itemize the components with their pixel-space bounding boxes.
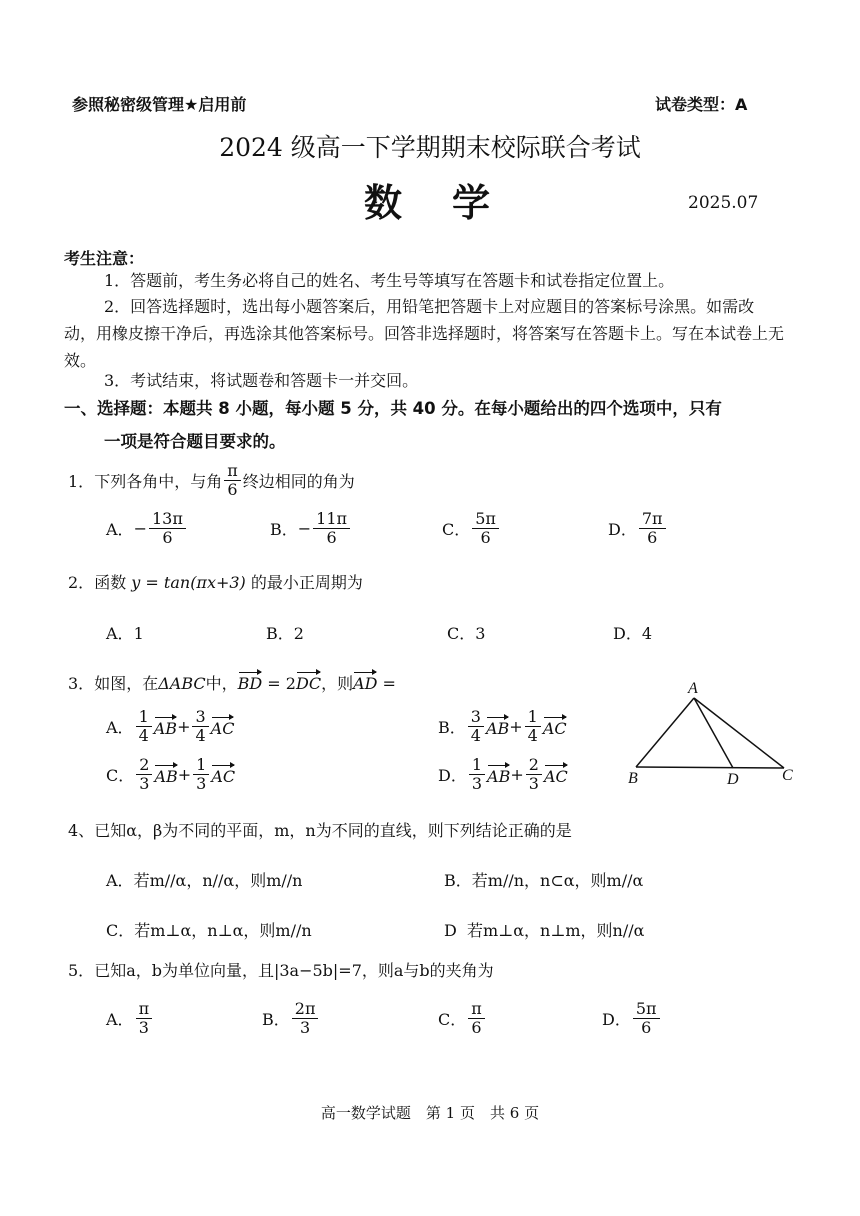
option-label: C． xyxy=(106,921,135,940)
option-label: C． xyxy=(438,1009,467,1029)
equals: = xyxy=(377,674,396,693)
coefficient-fraction xyxy=(136,708,152,744)
option-label: A． xyxy=(106,624,134,643)
q1-option-a[interactable] xyxy=(106,510,188,546)
vector-ac: AC xyxy=(544,763,568,786)
coefficient-fraction xyxy=(469,756,485,792)
q2-option-d[interactable] xyxy=(613,621,652,644)
fraction-numerator: 11π xyxy=(313,510,350,529)
vector-ac: AC xyxy=(543,715,567,738)
q1-option-d[interactable] xyxy=(608,510,668,546)
option-sign: − xyxy=(133,518,147,538)
vector-ad: AD xyxy=(353,670,377,693)
triangle-figure xyxy=(620,676,810,792)
option-label: A． xyxy=(106,1009,134,1029)
fraction-numerator: π xyxy=(224,462,241,481)
option-value: 3 xyxy=(475,624,486,643)
page-footer: 高一数学试题 第 1 页 共 6 页 xyxy=(320,1104,540,1122)
fraction-denominator: 3 xyxy=(300,1017,311,1037)
section-heading-line1: 一、选择题：本题共 8 小题，每小题 5 分，共 40 分。在每小题给出的四个选项中，只有 xyxy=(64,399,722,418)
notice-item-3: 3．考试结束，将试题卷和答题卡一并交回。 xyxy=(104,371,419,390)
option-value: 2 xyxy=(293,624,304,643)
fraction-numerator: π xyxy=(468,1000,485,1019)
fraction-denominator: 6 xyxy=(162,527,173,547)
fraction-denominator: 4 xyxy=(138,725,149,745)
option-fraction xyxy=(472,510,499,546)
fraction-numerator: 3 xyxy=(192,708,208,727)
exam-title: 2024 级高一下学期期末校际联合考试 xyxy=(219,133,641,162)
coefficient-fraction xyxy=(525,708,541,744)
side-ab xyxy=(636,698,694,767)
q4-option-d[interactable] xyxy=(444,918,644,941)
plus-sign: + xyxy=(510,764,524,784)
q4-option-a[interactable] xyxy=(106,868,302,891)
q1-option-c[interactable] xyxy=(442,510,501,546)
vertex-label-b: B xyxy=(628,770,638,787)
fraction-numerator: 2 xyxy=(526,756,542,775)
fraction-numerator: 7π xyxy=(639,510,666,529)
coefficient-fraction xyxy=(193,756,209,792)
option-label: D xyxy=(444,921,457,940)
option-label: B． xyxy=(270,519,298,539)
option-fraction xyxy=(149,510,186,546)
option-fraction xyxy=(633,1000,660,1036)
question-text: 函数 xyxy=(94,573,127,592)
option-label: D． xyxy=(438,765,467,785)
q2-option-c[interactable] xyxy=(447,621,485,644)
option-label: B． xyxy=(438,717,466,737)
fraction-numerator: 1 xyxy=(525,708,541,727)
question-text: 如图，在 xyxy=(94,674,159,693)
question-3-stem xyxy=(68,670,396,694)
notice-heading: 考生注意： xyxy=(64,249,145,268)
confidential-label: 参照秘密级管理★启用前 xyxy=(72,95,247,114)
q3-option-a[interactable] xyxy=(106,708,234,744)
vector-dc: DC xyxy=(296,670,321,693)
option-label: B． xyxy=(444,871,472,890)
fraction-denominator: 6 xyxy=(647,527,658,547)
question-text: ，则 xyxy=(321,674,354,693)
fraction-denominator: 3 xyxy=(139,773,150,793)
fraction-denominator: 3 xyxy=(471,773,483,793)
question-number: 2． xyxy=(68,573,95,592)
question-text: 下列各角中，与角 xyxy=(94,471,223,491)
question-number: 4、 xyxy=(68,821,95,840)
triangle-label: ΔABC xyxy=(158,674,206,693)
fraction-denominator: 6 xyxy=(641,1017,652,1037)
option-label: B． xyxy=(266,624,294,643)
question-2-stem xyxy=(68,570,363,593)
q2-option-b[interactable] xyxy=(266,621,304,644)
equals: = 2 xyxy=(262,674,296,693)
option-text: 若m//α，n//α，则m//n xyxy=(133,871,303,890)
plus-sign: + xyxy=(177,716,191,736)
q5-option-c[interactable] xyxy=(438,1000,487,1036)
vector-bd: BD xyxy=(238,670,263,693)
fraction-denominator: 3 xyxy=(196,773,207,793)
vector-ac: AC xyxy=(211,715,235,738)
segment-ad xyxy=(694,698,733,768)
vector-ab: AB xyxy=(154,763,177,786)
option-fraction xyxy=(468,1000,485,1036)
vertex-label-c: C xyxy=(782,767,793,784)
fraction-denominator: 4 xyxy=(527,725,538,745)
plus-sign: + xyxy=(509,716,523,736)
question-4-stem xyxy=(68,818,572,841)
section-heading-line2: 一项是符合题目要求的。 xyxy=(104,432,286,451)
option-label: C． xyxy=(442,519,471,539)
fraction-numerator: 5π xyxy=(633,1000,660,1019)
fraction-denominator: 6 xyxy=(471,1017,482,1037)
side-bc xyxy=(636,767,784,768)
fraction-numerator: 1 xyxy=(193,756,209,775)
vector-ac: AC xyxy=(211,763,235,786)
fraction-numerator: 2π xyxy=(292,1000,319,1019)
formula: y = tan(πx+3) xyxy=(131,573,246,592)
question-text: 已知α，β为不同的平面，m，n为不同的直线，则下列结论正确的是 xyxy=(94,821,572,840)
q5-option-d[interactable] xyxy=(602,1000,662,1036)
q5-option-a[interactable] xyxy=(106,1000,154,1036)
q3-option-d[interactable] xyxy=(438,756,568,792)
option-value: 4 xyxy=(641,624,653,643)
option-fraction xyxy=(313,510,350,546)
question-text: 的最小正周期为 xyxy=(250,573,363,592)
option-text: 若m//n，n⊂α，则m//α xyxy=(471,871,644,890)
fraction-numerator: 2 xyxy=(136,756,152,775)
fraction-denominator: 6 xyxy=(480,527,491,547)
option-text: 若m⊥α，n⊥α，则m//n xyxy=(134,921,312,940)
q1-option-b[interactable] xyxy=(270,510,352,546)
fraction-denominator: 6 xyxy=(227,479,238,499)
vertex-label-a: A xyxy=(688,680,698,697)
option-label: C． xyxy=(106,765,135,785)
paper-type-label: 试卷类型：A xyxy=(655,95,748,114)
vector-ab: AB xyxy=(486,715,509,738)
fraction-numerator: 1 xyxy=(136,708,152,727)
question-text: 终边相同的角为 xyxy=(242,471,355,491)
option-fraction xyxy=(292,1000,319,1036)
question-1-stem xyxy=(68,462,355,498)
plus-sign: + xyxy=(177,764,192,784)
option-label: D． xyxy=(613,624,642,643)
option-fraction xyxy=(136,1000,153,1036)
vector-ab: AB xyxy=(154,715,177,738)
fraction-denominator: 3 xyxy=(138,1017,149,1037)
option-label: B． xyxy=(262,1009,290,1029)
question-text: 中， xyxy=(205,674,238,693)
fraction-numerator: 5π xyxy=(472,510,499,529)
fraction xyxy=(224,462,241,498)
coefficient-fraction xyxy=(468,708,484,744)
side-ac xyxy=(694,698,784,768)
q5-option-b[interactable] xyxy=(262,1000,320,1036)
fraction-denominator: 3 xyxy=(528,773,539,793)
coefficient-fraction xyxy=(526,756,542,792)
fraction-numerator: 1 xyxy=(469,756,485,775)
exam-date: 2025.07 xyxy=(688,193,759,213)
subject-title: 数 学 xyxy=(363,180,496,225)
option-label: C． xyxy=(447,624,476,643)
fraction-denominator: 4 xyxy=(195,725,206,745)
option-sign: − xyxy=(297,518,312,538)
q4-option-c[interactable] xyxy=(106,918,312,941)
option-label: D． xyxy=(608,519,637,539)
question-5-stem xyxy=(68,958,494,981)
question-text: 已知a，b为单位向量，且|3a−5b|=7，则a与b的夹角为 xyxy=(94,961,494,980)
coefficient-fraction xyxy=(192,708,208,744)
q3-option-b[interactable] xyxy=(438,708,567,744)
q3-option-c[interactable] xyxy=(106,756,235,792)
notice-item-1: 1．答题前，考生务必将自己的姓名、考生号等填写在答题卡和试卷指定位置上。 xyxy=(104,271,675,290)
point-label-d: D xyxy=(727,771,739,788)
option-label: A． xyxy=(106,519,134,539)
q4-option-b[interactable] xyxy=(444,868,643,891)
question-number: 3． xyxy=(68,674,95,693)
fraction-numerator: π xyxy=(136,1000,153,1019)
q2-option-a[interactable] xyxy=(106,621,144,644)
option-label: A． xyxy=(106,871,134,890)
question-number: 5． xyxy=(68,961,95,980)
fraction-numerator: 13π xyxy=(149,510,186,529)
question-number: 1． xyxy=(68,471,95,491)
fraction-denominator: 4 xyxy=(470,725,481,745)
notice-item-2: 2．回答选择题时，选出每小题答案后，用铅笔把答题卡上对应题目的答案标号涂黑。如需改动，用橡皮擦干净后，再选涂其他答案标号。回答非选择题时，将答案写在答题卡上。写在本试卷上无效。 xyxy=(64,297,785,370)
fraction-numerator: 3 xyxy=(468,708,484,727)
vector-ab: AB xyxy=(487,763,510,786)
coefficient-fraction xyxy=(136,756,152,792)
option-label: D． xyxy=(602,1009,631,1029)
option-value: 1 xyxy=(133,624,144,643)
option-text: 若m⊥α，n⊥m，则n//α xyxy=(467,921,645,940)
fraction-denominator: 6 xyxy=(326,527,337,547)
option-label: A． xyxy=(106,717,134,737)
option-fraction xyxy=(639,510,666,546)
